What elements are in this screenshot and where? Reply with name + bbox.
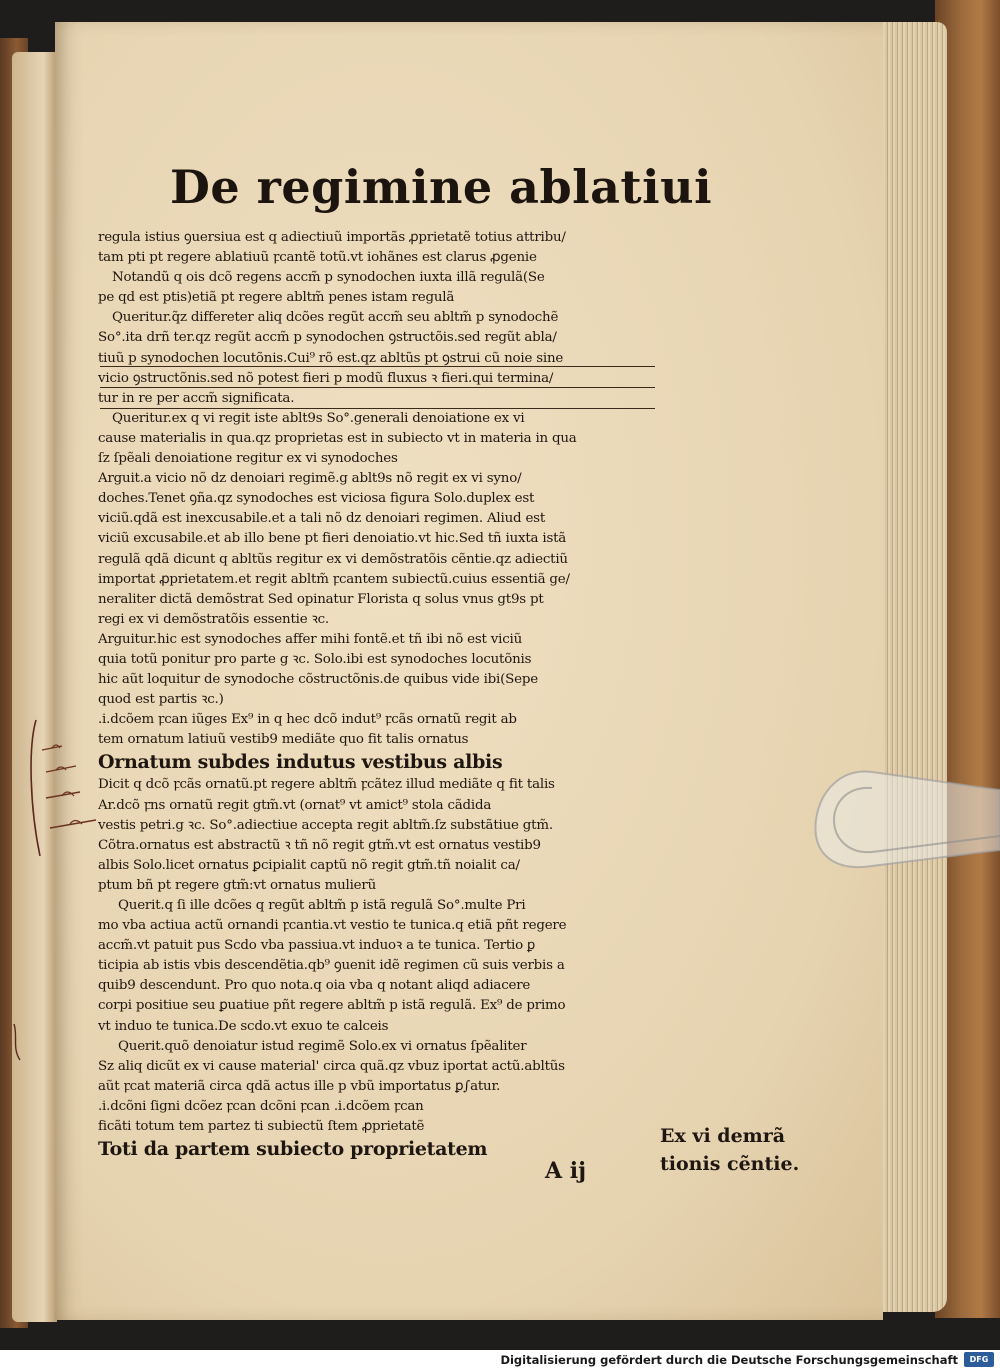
text-line: Arguit.a vicio nõ dz denoiari regimẽ.g ablt9s nõ regit ex vi syno/ [98,471,522,487]
text-line: doches.Tenet ꝯña.qz synodoches est viciosa figura Solo.duplex est [98,491,535,507]
gloss-line: ficãti totum tem partez ti subiectũ ſtem ꝓprietatẽ [98,1119,425,1135]
text-line: regi ex vi demõstratõis essentie ꝛc. [98,611,329,627]
text-line: Arguitur.hic est synodoches affer mihi fontẽ.et tñ ibi nõ est viciũ [98,631,523,647]
side-note-line: Ex vi demrã [660,1125,786,1147]
text-line: quod est partis ꝛc.) [98,692,224,708]
text-line: quib9 descendunt. Pro quo nota.q oia vba q notant aliqd adiacere [98,978,531,994]
footer-credit: Digitalisierung gefördert durch die Deutsche Forschungsgemeinschaft [500,1353,958,1367]
text-line: viciũ excusabile.et ab illo bene pt fieri denoiatio.vt hic.Sed tñ iuxta istã [98,531,567,547]
text-line: cause materialis in qua.qz proprietas est in subiecto vt in materia in qua [98,430,577,446]
text-line: tam pti pt regere ablatiuũ ꝼcantẽ totũ.vt iohãnes est clarus ꝓgenie [98,250,537,266]
marginal-annotation-icon [22,718,102,858]
side-note [660,1122,800,1178]
text-line: Queritur.ex q vi regit iste ablt9s So°.generali denoiatione ex vi [112,410,525,426]
side-note-line: tionis cẽntie. [660,1153,800,1175]
dfg-logo-icon: DFG [964,1352,994,1367]
text-line: hic aũt loquitur de synodoche cõstructõnis.de quibus vide ibi(Sepe [98,672,538,688]
text-line: viciũ.qdã est inexcusabile.et a tali nõ dz denoiari regimen. Aliud est [98,511,546,527]
text-line: So°.ita drñ ter.qz regũt accm̃ p synodochen ꝯstructõis.sed regũt abla/ [98,330,557,346]
text-line: corpi positiue seu ꝑuatiue pñt regere abltm̃ p istã regulã. Ex⁹ de primo [98,998,566,1014]
text-line: vt induo te tunica.De scdo.vt exuo te calceis [98,1018,389,1034]
text-line: Dicit q dcõ ꝼcãs ornatũ.pt regere abltm̃ ꝼcãtez illud mediãte q fit talis [98,777,555,793]
text-line: vicio ꝯstructõnis.sed nõ potest fieri p modũ fluxus ꝛ fieri.qui termina/ [98,370,554,386]
gloss-line: tem ornatum latiuũ vestib9 mediãte quo fit talis ornatus [98,732,469,748]
marginal-mark-icon [8,1022,28,1062]
text-line: pe qd est ptis)etiã pt regere abltm̃ penes istam regulã [98,290,455,306]
text-line: Cõtra.ornatus est abstractũ ꝛ tñ nõ regit gtm̃.vt est ornatus vestib9 [98,837,541,853]
gloss-line: .i.dcõem ꝼcan iũges Ex⁹ in q hec dcõ indut⁹ ꝼcãs ornatũ regit ab [98,712,517,728]
text-line: albis Solo.licet ornatus ꝑcipialit captũ nõ regit gtm̃.tñ noialit ca/ [98,857,520,873]
text-line: Queritur.q̃z differeter aliq dcões regũt accm̃ seu abltm̃ p synodochẽ [112,310,559,326]
text-line: importat ꝓprietatem.et regit abltm̃ ꝼcantem subiectũ.cuius essentiã ge/ [98,571,570,587]
text-line: ptum bñ pt regere gtm̃:vt ornatus mulierũ [98,877,377,893]
text-line: aũt ꝼcat materiã circa qdã actus ille p vbũ importatus ꝑ∫atur. [98,1078,501,1094]
text-line: tiuũ p synodochen locutõnis.Cui⁹ rõ est.qz abltũs pt ꝯstrui cũ noie sine [98,350,564,366]
text-line: Ar.dcõ ꝼns ornatũ regit gtm̃.vt (ornat⁹ vt amict⁹ stola cãdida [98,797,492,813]
left-page-edge [12,52,57,1322]
text-line: Notandũ q ois dcõ regens accm̃ p synodochen iuxta illã regulã(Se [112,270,545,286]
text-line: ticipia ab istis vbis descendẽtia.qb⁹ ꝯuenit idẽ regimen cũ suis verbis a [98,958,565,974]
text-line: regula istius ꝯuersiua est q adiectiuũ importãs ꝓprietatẽ totius attribu/ [98,230,566,245]
footer-bar [0,1350,1000,1371]
handwritten-underlines [100,346,655,409]
text-line: Querit.quõ denoiatur istud regimẽ Solo.ex vi ornatus ſpẽaliter [118,1038,527,1054]
text-line: accm̃.vt patuit pus Scdo vba passiua.vt induoꝛ a te tunica. Tertio ꝑ [98,938,536,954]
text-line: neraliter dictã demõstrat Sed opinatur Florista q solus vnus gt9s pt [98,591,544,607]
signature-mark: A ij [545,1158,587,1184]
text-line: mo vba actiua actũ ornandi ꝼcantia.vt vestio te tunica.q etiã pñt regere [98,918,567,934]
text-line: tur in re per accm̃ significata. [98,390,295,406]
verse-line: Ornatum subdes indutus vestibus albis [98,751,503,774]
verse-line: Toti da partem subiecto proprietatem [98,1138,488,1161]
text-line: vestis petri.g ꝛc. So°.adiectiue accepta regit abltm̃.ſz substãtiue gtm̃. [98,817,553,833]
running-title: De regimine ablatiui [170,160,713,214]
text-line: quia totũ ponitur pro parte g ꝛc. Solo.ibi est synodoches locutõnis [98,651,532,667]
plastic-clip-icon [812,762,1000,882]
text-line: Sz aliq dicũt ex vi cause material' circa quã.qz vbuz iportat actũ.abltũs [98,1058,565,1074]
page-edges [875,22,947,1312]
text-line: regulã qdã dicunt q abltũs regitur ex vi demõstratõis cẽntie.qz adiectiũ [98,551,568,567]
text-line: ſz ſpẽali denoiatione regitur ex vi synodoches [98,451,398,467]
text-line: Querit.q ſi ille dcões q regũt abltm̃ p istã regulã So°.multe Pri [118,898,526,913]
gloss-line: .i.dcõni ſigni dcõez ꝼcan dcõni ꝼcan .i.dcõem ꝼcan [98,1098,424,1114]
